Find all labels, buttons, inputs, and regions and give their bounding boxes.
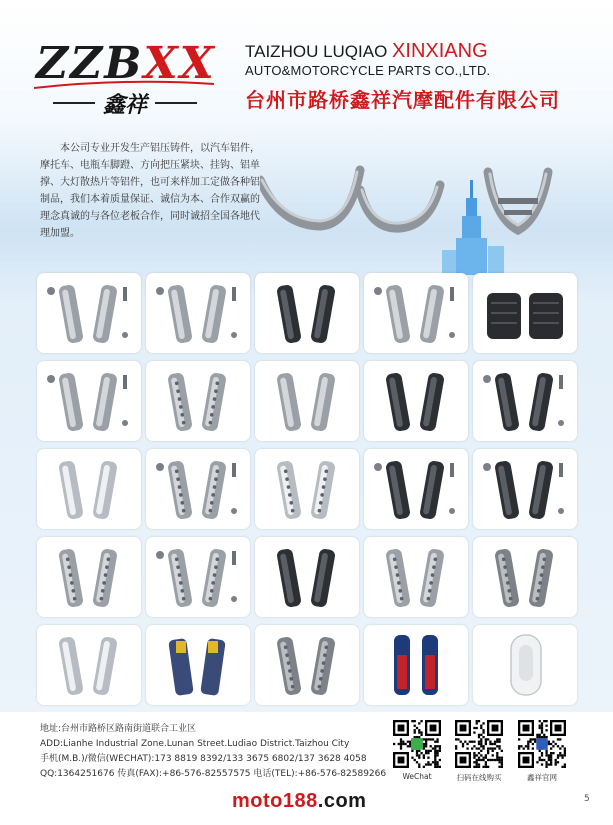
product-tile[interactable] — [473, 361, 577, 441]
footpeg-chrome-pair-icon — [37, 449, 141, 529]
handle-cover-white-icon — [473, 625, 577, 705]
footpeg-folding-silver-icon — [255, 361, 359, 441]
website-watermark[interactable]: moto188.com — [232, 790, 367, 812]
company-intro: 本公司专业开发生产铝压铸件，以汽车铝件，摩托车、电瓶车脚蹬、方向把压紧块、挂钩、铝单撑、大灯散热片等铝件，也可来样加工定做各种铝制品，我们本着质量保证、诚信为本、合作双赢的理念真诚的与各位老板合作，同时诚招全国各地代理加盟。 — [40, 143, 260, 239]
qr-label-website: 鑫祥官网 — [527, 773, 557, 782]
company-name-en-line2: AUTO&MOTORCYCLE PARTS CO.,LTD. — [245, 63, 491, 78]
footboard-chrome-pair-icon — [37, 625, 141, 705]
qr-label-wechat: WeChat — [402, 772, 432, 781]
footpeg-bracket-silver-icon — [37, 273, 141, 353]
logo-subtitle: 鑫祥 — [102, 91, 147, 118]
bracket-plate-pair-icon — [37, 361, 141, 441]
footpeg-holes-hardware-icon — [146, 449, 250, 529]
footpeg-rubber-clip-icon — [364, 449, 468, 529]
page-number: 5 — [584, 794, 590, 804]
product-tile[interactable] — [473, 273, 577, 353]
company-name-en-line1: TAIZHOU LUQIAO XINXIANG — [245, 40, 488, 62]
footpeg-kit-hardware-icon — [364, 273, 468, 353]
footpeg-rubber-kit-icon — [473, 449, 577, 529]
product-tile[interactable] — [37, 449, 141, 529]
website-qr-code[interactable] — [518, 720, 566, 768]
product-tile[interactable] — [473, 537, 577, 617]
footpeg-curved-dark-icon — [255, 537, 359, 617]
logo-wordmark: ZZBXX — [36, 38, 216, 89]
footpeg-holes-silver-icon — [146, 361, 250, 441]
qq-fax-tel: QQ:1364251676 传真(FAX):+86-576-82557575 电话(TEL):+86-576-82589266 — [40, 769, 387, 779]
product-tile[interactable] — [473, 449, 577, 529]
product-tile[interactable] — [37, 361, 141, 441]
product-tile[interactable] — [364, 273, 468, 353]
product-tile[interactable] — [146, 273, 250, 353]
product-tile[interactable] — [255, 537, 359, 617]
footer — [0, 712, 613, 825]
product-tile[interactable] — [255, 273, 359, 353]
product-tile[interactable] — [364, 361, 468, 441]
wechat-qr-code[interactable] — [393, 720, 441, 768]
footpeg-folding-dark-icon — [364, 361, 468, 441]
footpeg-grey-pair-icon — [473, 537, 577, 617]
skyscraper-decoration-icon — [440, 180, 510, 275]
mobile-wechat: 手机(M.B.)/微信(WECHAT):173 8819 8392/133 3675 6802/137 3628 4058 — [40, 754, 367, 764]
footpeg-angled-grey-icon — [255, 625, 359, 705]
footpeg-slim-silver-icon — [364, 537, 468, 617]
product-tile[interactable] — [146, 361, 250, 441]
product-tile[interactable] — [146, 449, 250, 529]
address-cn: 地址:台州市路桥区路南街道联合工业区 — [40, 724, 197, 734]
product-tile[interactable] — [146, 537, 250, 617]
product-tile[interactable] — [37, 537, 141, 617]
footpeg-anodized-pair-icon — [146, 625, 250, 705]
product-tile[interactable] — [255, 361, 359, 441]
footpeg-long-hardware-icon — [146, 537, 250, 617]
product-tile[interactable] — [364, 537, 468, 617]
product-tile[interactable] — [364, 625, 468, 705]
shop-qr-code[interactable] — [455, 720, 503, 768]
product-tile[interactable] — [364, 449, 468, 529]
address-en: ADD:Lianhe Industrial Zone.Lunan Street.Ludiao District.Taizhou City — [40, 739, 350, 749]
footpeg-long-silver-icon — [37, 537, 141, 617]
product-tile[interactable] — [255, 449, 359, 529]
product-tile[interactable] — [37, 273, 141, 353]
product-tile[interactable] — [37, 625, 141, 705]
product-tile[interactable] — [255, 625, 359, 705]
footpeg-chrome-spikes-icon — [255, 449, 359, 529]
brand-logo — [30, 40, 220, 120]
qr-label-shop: 扫码在线购买 — [456, 773, 502, 782]
hero-grab-handles-image — [260, 140, 600, 270]
rearset-bracket-silver-icon — [146, 273, 250, 353]
product-tile[interactable] — [146, 625, 250, 705]
contact-info — [40, 722, 386, 782]
footpeg-bracket-dark-icon — [473, 361, 577, 441]
rubber-pad-pair-icon — [473, 273, 577, 353]
product-tile[interactable] — [473, 625, 577, 705]
footpeg-red-blue-icon — [364, 625, 468, 705]
footpeg-rubber-pair-icon — [255, 273, 359, 353]
company-name-cn: 台州市路桥鑫祥汽摩配件有限公司 — [245, 88, 560, 112]
